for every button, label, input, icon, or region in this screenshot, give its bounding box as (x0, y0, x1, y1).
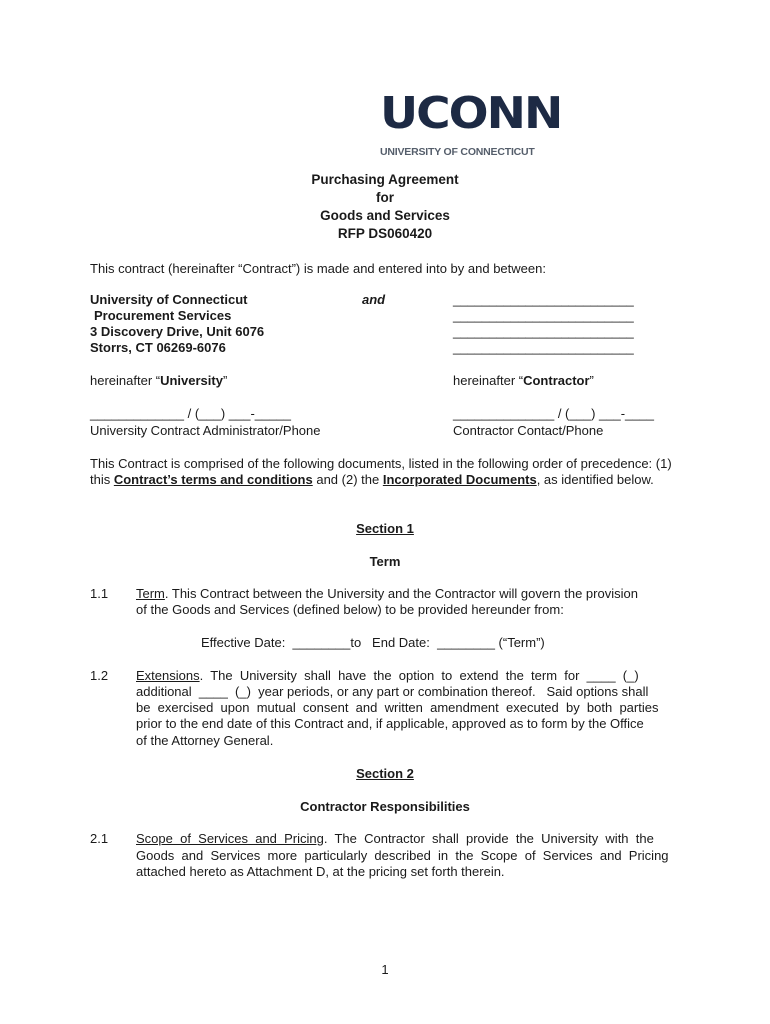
contractor-line2-blank: _________________________ (453, 308, 634, 323)
section1-subheading: Term (369, 554, 401, 569)
section2-subheading: Contractor Responsibilities (300, 799, 470, 814)
contractor-hereinafter-pre: hereinafter “ (453, 373, 524, 388)
university-hereinafter-post: ” (222, 373, 228, 388)
section1-heading: Section 1 (356, 521, 414, 536)
university-hereinafter-term: University (160, 373, 223, 388)
precedence-line2-mid: and (2) the (312, 472, 383, 487)
precedence-line1: This Contract is comprised of the following documents, listed in the following order of precedence: (1) (90, 456, 672, 471)
item-1-2-line3: be exercised upon mutual consent and written amendment executed by both parties (136, 700, 659, 715)
intro-paragraph: This contract (hereinafter “Contract”) is made and entered into by and between: (90, 261, 546, 276)
item-1-1-title: Term (136, 586, 165, 601)
incorporated-documents-link: Incorporated Documents (382, 472, 537, 487)
item-1-2-line2: additional ____ (_) year periods, or any part or combination thereof. Said options shall (136, 684, 649, 699)
item-1-2-text: . The University shall have the option to extend the term for ____ (_) (199, 668, 639, 683)
document-title-line1: Purchasing Agreement (311, 172, 459, 187)
item-1-2-number: 1.2 (90, 668, 109, 683)
item-2-1-text: . The Contractor shall provide the University with the (323, 831, 654, 846)
page-number: 1 (381, 962, 389, 977)
precedence-line2 (90, 472, 654, 488)
document-title-line4: RFP DS060420 (337, 226, 433, 241)
item-1-1-text: . This Contract between the University and the Contractor will govern the provision (164, 586, 638, 601)
item-1-2-line5: of the Attorney General. (136, 733, 274, 748)
university-address-line2: Storrs, CT 06269-6076 (90, 340, 226, 355)
item-2-1-title: Scope of Services and Pricing (136, 831, 324, 846)
contractor-line3-blank: _________________________ (453, 324, 634, 339)
contract-terms-link: Contract’s terms and conditions (113, 472, 313, 487)
contractor-hereinafter-term: Contractor (523, 373, 590, 388)
contractor-hereinafter (453, 373, 594, 389)
item-2-1-line2: Goods and Services more particularly described in the Scope of Services and Pricing (136, 848, 669, 863)
term-dates-line: Effective Date: ________to End Date: ________ (“Term”) (201, 635, 545, 650)
university-hereinafter-pre: hereinafter “ (90, 373, 161, 388)
uconn-logo-wordmark: UCONN (380, 88, 562, 139)
university-phone-blank: _____________ / (___) ___-_____ (90, 406, 291, 421)
and-connector: and (362, 292, 386, 307)
university-name: University of Connecticut (90, 292, 248, 307)
university-department: Procurement Services (94, 308, 232, 323)
contractor-name-blank: _________________________ (453, 292, 634, 307)
university-hereinafter (90, 373, 227, 389)
contractor-line4-blank: _________________________ (453, 340, 634, 355)
university-contact-label: University Contract Administrator/Phone (90, 423, 321, 438)
document-title-line2: for (376, 190, 394, 205)
university-address-line1: 3 Discovery Drive, Unit 6076 (90, 324, 265, 339)
contractor-phone-blank: ______________ / (___) ___-____ (453, 406, 654, 421)
item-2-1-number: 2.1 (90, 831, 109, 846)
contractor-contact-label: Contractor Contact/Phone (453, 423, 604, 438)
section2-heading: Section 2 (356, 766, 414, 781)
item-1-2-title: Extensions (136, 668, 200, 683)
precedence-line2-pre: this (90, 472, 114, 487)
item-1-1-line1 (136, 586, 638, 602)
item-2-1-line3: attached hereto as Attachment D, at the pricing set forth therein. (136, 864, 505, 879)
item-1-2-line1 (136, 668, 639, 684)
item-1-2-line4: prior to the end date of this Contract and, if applicable, approved as to form by the Office (136, 716, 644, 731)
item-2-1-line1 (136, 831, 654, 847)
precedence-line2-post: , as identified below. (536, 472, 654, 487)
item-1-1-line2: of the Goods and Services (defined below) to be provided hereunder from: (136, 602, 564, 617)
document-title-line3: Goods and Services (320, 208, 450, 223)
item-1-1-number: 1.1 (90, 586, 109, 601)
uconn-logo-subtitle: UNIVERSITY OF CONNECTICUT (380, 146, 535, 158)
contractor-hereinafter-post: ” (589, 373, 594, 388)
